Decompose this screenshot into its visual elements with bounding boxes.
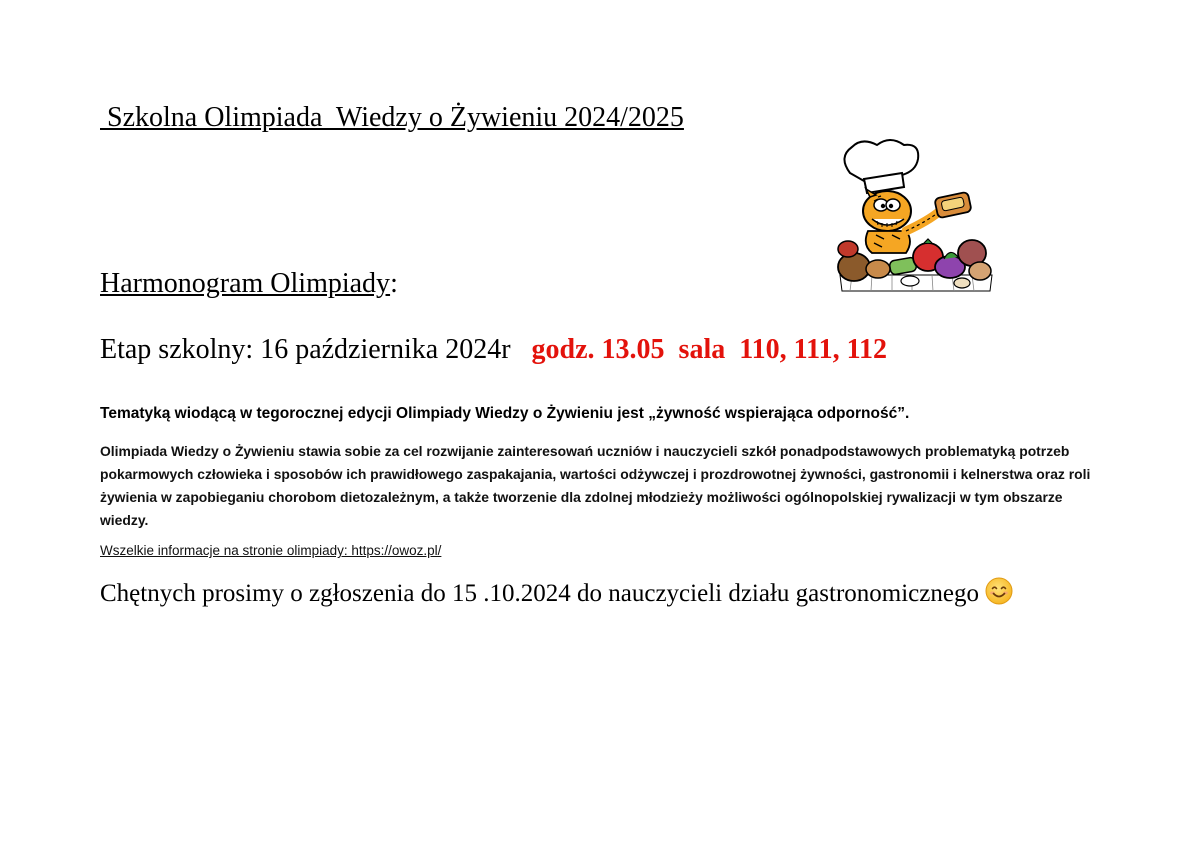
schedule-heading-colon: :: [390, 268, 398, 299]
school-stage-time-room: godz. 13.05 sala 110, 111, 112: [531, 334, 888, 365]
chef-cat-illustration: [832, 135, 1007, 300]
info-link[interactable]: Wszelkie informacje na stronie olimpiady: https://owoz.pl/: [100, 543, 442, 558]
schedule-heading-text: Harmonogram Olimpiady: [100, 268, 391, 299]
theme-statement: Tematyką wiodącą w tegorocznej edycji Olimpiady Wiedzy o Żywieniu jest „żywność wspierająca odporność”.: [100, 405, 910, 422]
school-stage-date: Etap szkolny: 16 października 2024r: [100, 334, 511, 365]
signup-notice: [100, 576, 1013, 616]
signup-text: Chętnych prosimy o zgłoszenia do 15 .10.2024 do nauczycieli działu gastronomicznego: [100, 580, 979, 607]
school-stage-line: [100, 332, 887, 368]
smiling-face-icon: [985, 577, 1013, 616]
schedule-heading: [100, 266, 398, 302]
olympiad-description: Olimpiada Wiedzy o Żywieniu stawia sobie za cel rozwijanie zainteresowań uczniów i nauczycieli szkół ponadpodstawowych problematyką potrzeb pokarmowych człowieka i sposobów ich prawidłowego zaspakajania, wartości odżywczej i prozdrowotnej żywności, gastronomii i kelnerstwa oraz roli żywienia w zapobieganiu chorobom dietozależnym, a także tworzenie dla zdolnej młodzieży możliwości ogólnopolskiej rywalizacji w tym obszarze wiedzy.: [100, 443, 1091, 528]
page-title: Szkolna Olimpiada Wiedzy o Żywieniu 2024/2025: [100, 102, 684, 133]
